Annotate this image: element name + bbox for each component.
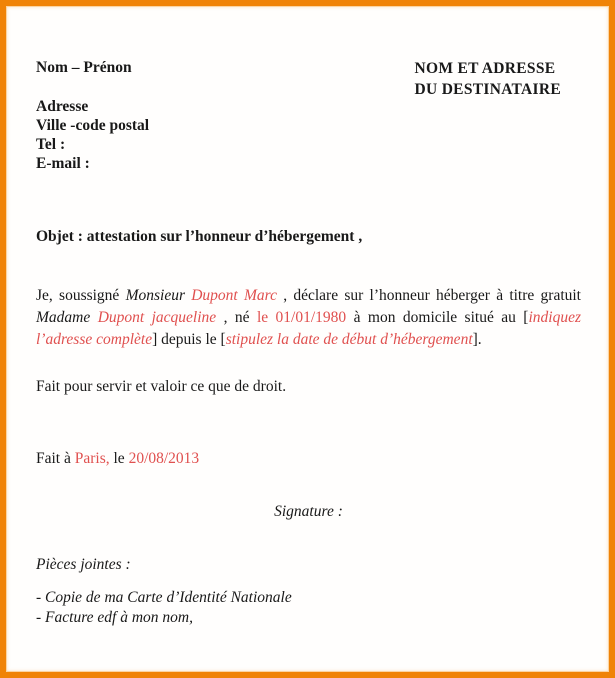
letter-content <box>6 6 609 672</box>
attachment-item: - Facture edf à mon nom, <box>36 609 193 626</box>
recipient-line2: DU DESTINATAIRE <box>414 81 561 98</box>
date-place-line: Fait à Paris, le 20/08/2013 <box>36 450 200 467</box>
sender-name-label: Nom – Prénon <box>36 59 132 76</box>
attachment-item: - Copie de ma Carte d’Identité Nationale <box>36 589 292 606</box>
letter-header <box>36 58 581 173</box>
sender-phone-label: Tel : <box>36 136 66 153</box>
sender-email-label: E-mail : <box>36 155 90 172</box>
recipient-block <box>415 58 561 100</box>
closing-line: Fait pour servir et valoir ce que de droit. <box>36 378 287 395</box>
sender-address-label: Adresse <box>36 98 89 115</box>
body-paragraph: Je, soussigné Monsieur Dupont Marc , déclare sur l’honneur héberger à titre gratuit Madame Dupont jacqueline , né le 01/01/1980 à mon domicile situé au [indiquez l’adresse complète] depuis le [stipulez la date de début d’hébergement]. <box>36 287 581 348</box>
attachments-list <box>36 588 581 628</box>
sender-city-label: Ville -code postal <box>36 117 150 134</box>
sender-block <box>36 58 149 173</box>
attachments-title: Pièces jointes : <box>36 556 131 573</box>
recipient-line1: NOM ET ADRESSE <box>414 60 556 77</box>
signature-label: Signature : <box>274 503 343 520</box>
subject-line: Objet : attestation sur l’honneur d’hébergement , <box>36 228 363 245</box>
